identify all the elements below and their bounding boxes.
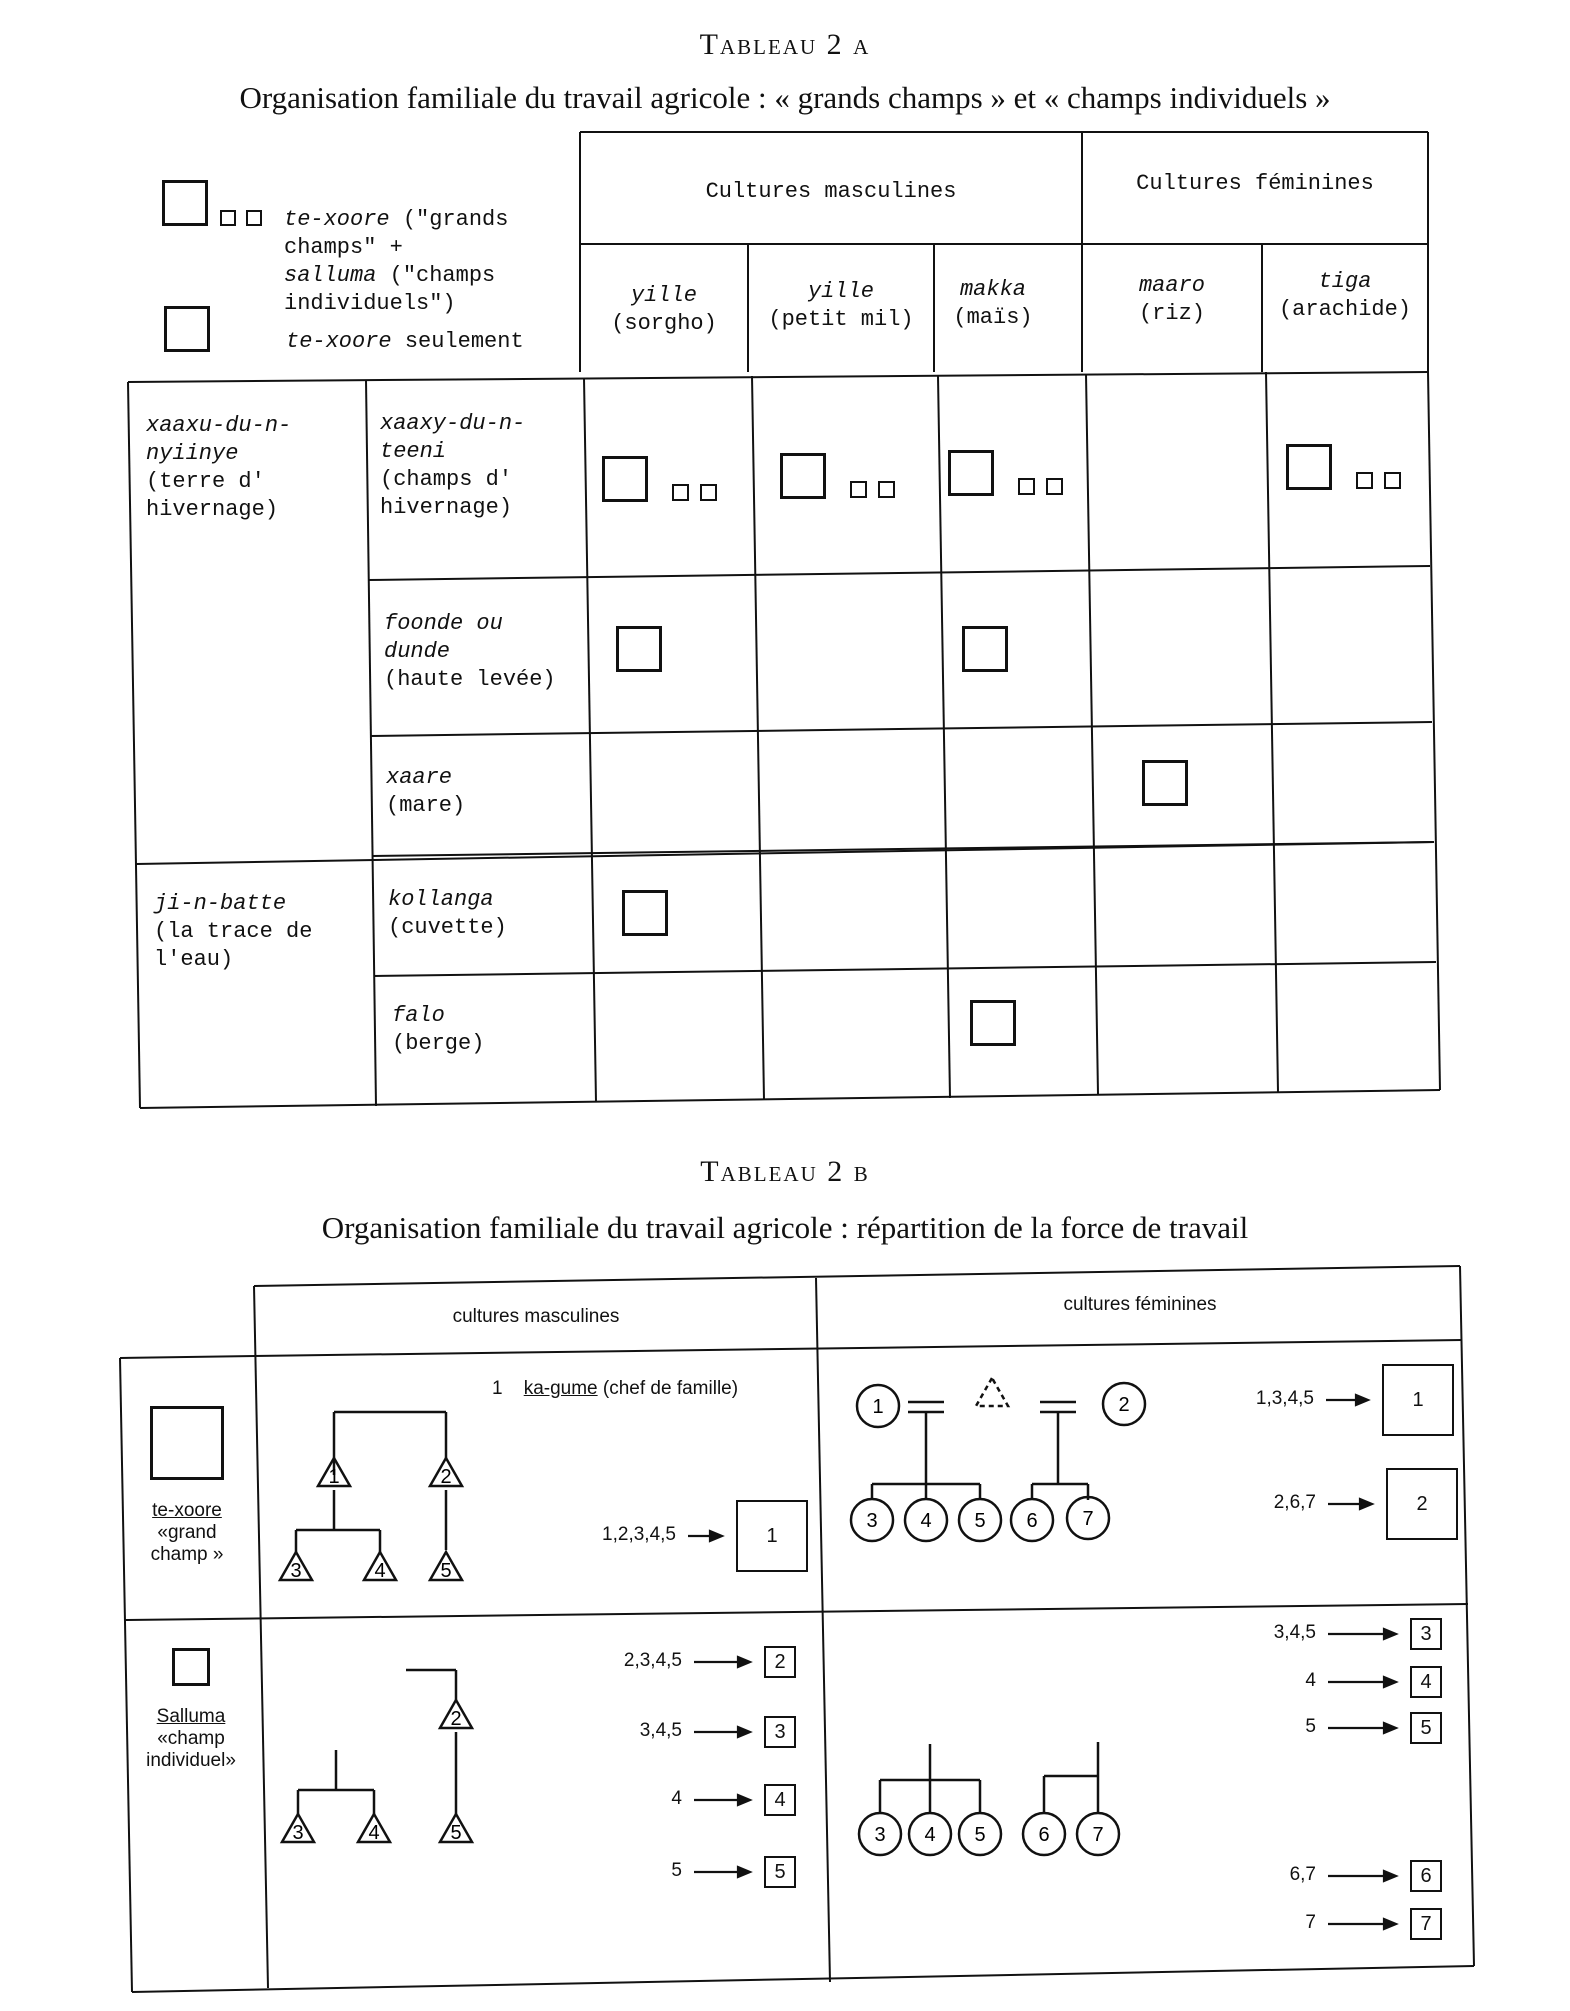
woman-6-label: 6	[1026, 1510, 1038, 1532]
field-haute-levee: foonde ou dunde (haute levée)	[384, 611, 556, 692]
land-type-trace-eau: ji-n-batte (la trace de l'eau)	[154, 891, 313, 972]
man-5-label: 5	[450, 1822, 462, 1844]
man-1-label: 1	[328, 1466, 340, 1488]
row-header-grand-champ: te-xoore «grand champ »	[150, 1500, 224, 1565]
indiv-fem-4-workers: 6,7	[1289, 1864, 1316, 1885]
table-b-subtitle: Organisation familiale du travail agricole : répartition de la force de travail	[321, 1210, 1249, 1245]
indiv-fem-5-arrowhead-icon	[1384, 1919, 1396, 1929]
man-4-label: 4	[374, 1560, 386, 1582]
crop-header-sorgho: yille (sorgho)	[611, 283, 717, 336]
crop-header-riz: maaro (riz)	[1138, 273, 1205, 326]
land-type-hivernage: xaaxu-du-n- nyiinye (terre d' hivernage)	[146, 413, 292, 522]
woman-2-label: 2	[1118, 1394, 1130, 1416]
header-cultures-masculines-b: cultures masculines	[452, 1306, 620, 1327]
man-2-label: 2	[450, 1708, 462, 1730]
legend-both-text: te-xoore ("grands champs" + salluma ("champs individuels")	[284, 207, 509, 316]
indiv-fem-3-arrowhead-icon	[1384, 1723, 1396, 1733]
grand-fem-1-arrowhead-icon	[1356, 1395, 1368, 1405]
men-kinship-diagram	[296, 1412, 456, 1814]
indiv-fem-3-field-box: 5	[1410, 1712, 1442, 1744]
woman-6-label: 6	[1038, 1824, 1050, 1846]
woman-1-label: 1	[872, 1396, 884, 1418]
grand-fem-2-arrowhead-icon	[1360, 1499, 1372, 1509]
indiv-masc-1-field-box: 2	[764, 1646, 796, 1678]
header-cultures-feminines-b: cultures féminines	[1063, 1294, 1217, 1315]
indiv-fem-1-field-box: 3	[1410, 1618, 1442, 1650]
row-header-champ-individuel: Salluma «champ individuel»	[146, 1706, 236, 1771]
indiv-masc-3-workers: 4	[671, 1788, 682, 1809]
indiv-masc-4-field-box: 5	[764, 1856, 796, 1888]
woman-4-label: 4	[924, 1824, 936, 1846]
indiv-fem-2-arrowhead-icon	[1384, 1677, 1396, 1687]
grand-masc-1-workers: 1,2,3,4,5	[602, 1524, 676, 1545]
chef-de-famille-label: 1 ka-gume (chef de famille)	[492, 1378, 739, 1399]
indiv-masc-2-field-box: 3	[764, 1716, 796, 1748]
indiv-masc-2-workers: 3,4,5	[639, 1720, 682, 1741]
grand-fem-1-workers: 1,3,4,5	[1255, 1388, 1314, 1409]
woman-4-label: 4	[920, 1510, 932, 1532]
indiv-masc-4-arrowhead-icon	[738, 1867, 750, 1877]
grand-masc-1-field-box: 1	[736, 1500, 808, 1572]
table-a-subtitle: Organisation familiale du travail agricole : « grands champs » et « champs individuels »	[239, 80, 1331, 115]
man-4-label: 4	[368, 1822, 380, 1844]
indiv-masc-4-workers: 5	[671, 1860, 682, 1881]
header-cultures-feminines: Cultures féminines	[1136, 171, 1374, 196]
grand-fem-2-field-box: 2	[1386, 1468, 1458, 1540]
crop-header-mais: makka (maïs)	[953, 277, 1033, 330]
grand-champ-square-icon	[150, 1406, 224, 1480]
table-b-title: Tableau 2 b	[700, 1155, 870, 1188]
indiv-fem-2-workers: 4	[1305, 1670, 1316, 1691]
man-3-label: 3	[290, 1560, 302, 1582]
woman-3-label: 3	[866, 1510, 878, 1532]
indiv-masc-2-arrowhead-icon	[738, 1727, 750, 1737]
women-kinship-diagram	[872, 1378, 1098, 1812]
indiv-fem-4-field-box: 6	[1410, 1860, 1442, 1892]
woman-3-label: 3	[874, 1824, 886, 1846]
woman-7-label: 7	[1092, 1824, 1104, 1846]
indiv-masc-3-field-box: 4	[764, 1784, 796, 1816]
man-2-label: 2	[440, 1466, 452, 1488]
indiv-fem-1-arrowhead-icon	[1384, 1629, 1396, 1639]
grand-fem-1-field-box: 1	[1382, 1364, 1454, 1436]
indiv-masc-1-arrowhead-icon	[738, 1657, 750, 1667]
woman-7-label: 7	[1082, 1508, 1094, 1530]
indiv-fem-1-workers: 3,4,5	[1273, 1622, 1316, 1643]
field-berge: falo (berge)	[392, 1003, 485, 1056]
field-mare: xaare (mare)	[386, 765, 466, 818]
indiv-masc-3-arrowhead-icon	[738, 1795, 750, 1805]
indiv-fem-2-field-box: 4	[1410, 1666, 1442, 1698]
crop-header-petit-mil: yille (petit mil)	[768, 279, 914, 332]
champ-individuel-square-icon	[172, 1648, 210, 1686]
crop-header-arachide: tiga (arachide)	[1278, 269, 1412, 322]
man-5-label: 5	[440, 1560, 452, 1582]
indiv-fem-5-workers: 7	[1305, 1912, 1316, 1933]
table-a-title: Tableau 2 a	[699, 28, 871, 61]
woman-5-label: 5	[974, 1510, 986, 1532]
man-3-label: 3	[292, 1822, 304, 1844]
indiv-fem-4-arrowhead-icon	[1384, 1871, 1396, 1881]
indiv-masc-1-workers: 2,3,4,5	[623, 1650, 682, 1671]
woman-5-label: 5	[974, 1824, 986, 1846]
field-cuvette: kollanga (cuvette)	[388, 887, 507, 940]
grand-fem-2-workers: 2,6,7	[1273, 1492, 1316, 1513]
indiv-fem-5-field-box: 7	[1410, 1908, 1442, 1940]
indiv-fem-3-workers: 5	[1305, 1716, 1316, 1737]
grand-masc-1-arrowhead-icon	[710, 1531, 722, 1541]
header-cultures-masculines: Cultures masculines	[705, 179, 957, 204]
legend-only-text: te-xoore seulement	[286, 329, 524, 354]
field-champs-hivernage: xaaxy-du-n- teeni (champs d' hivernage)	[380, 411, 526, 520]
